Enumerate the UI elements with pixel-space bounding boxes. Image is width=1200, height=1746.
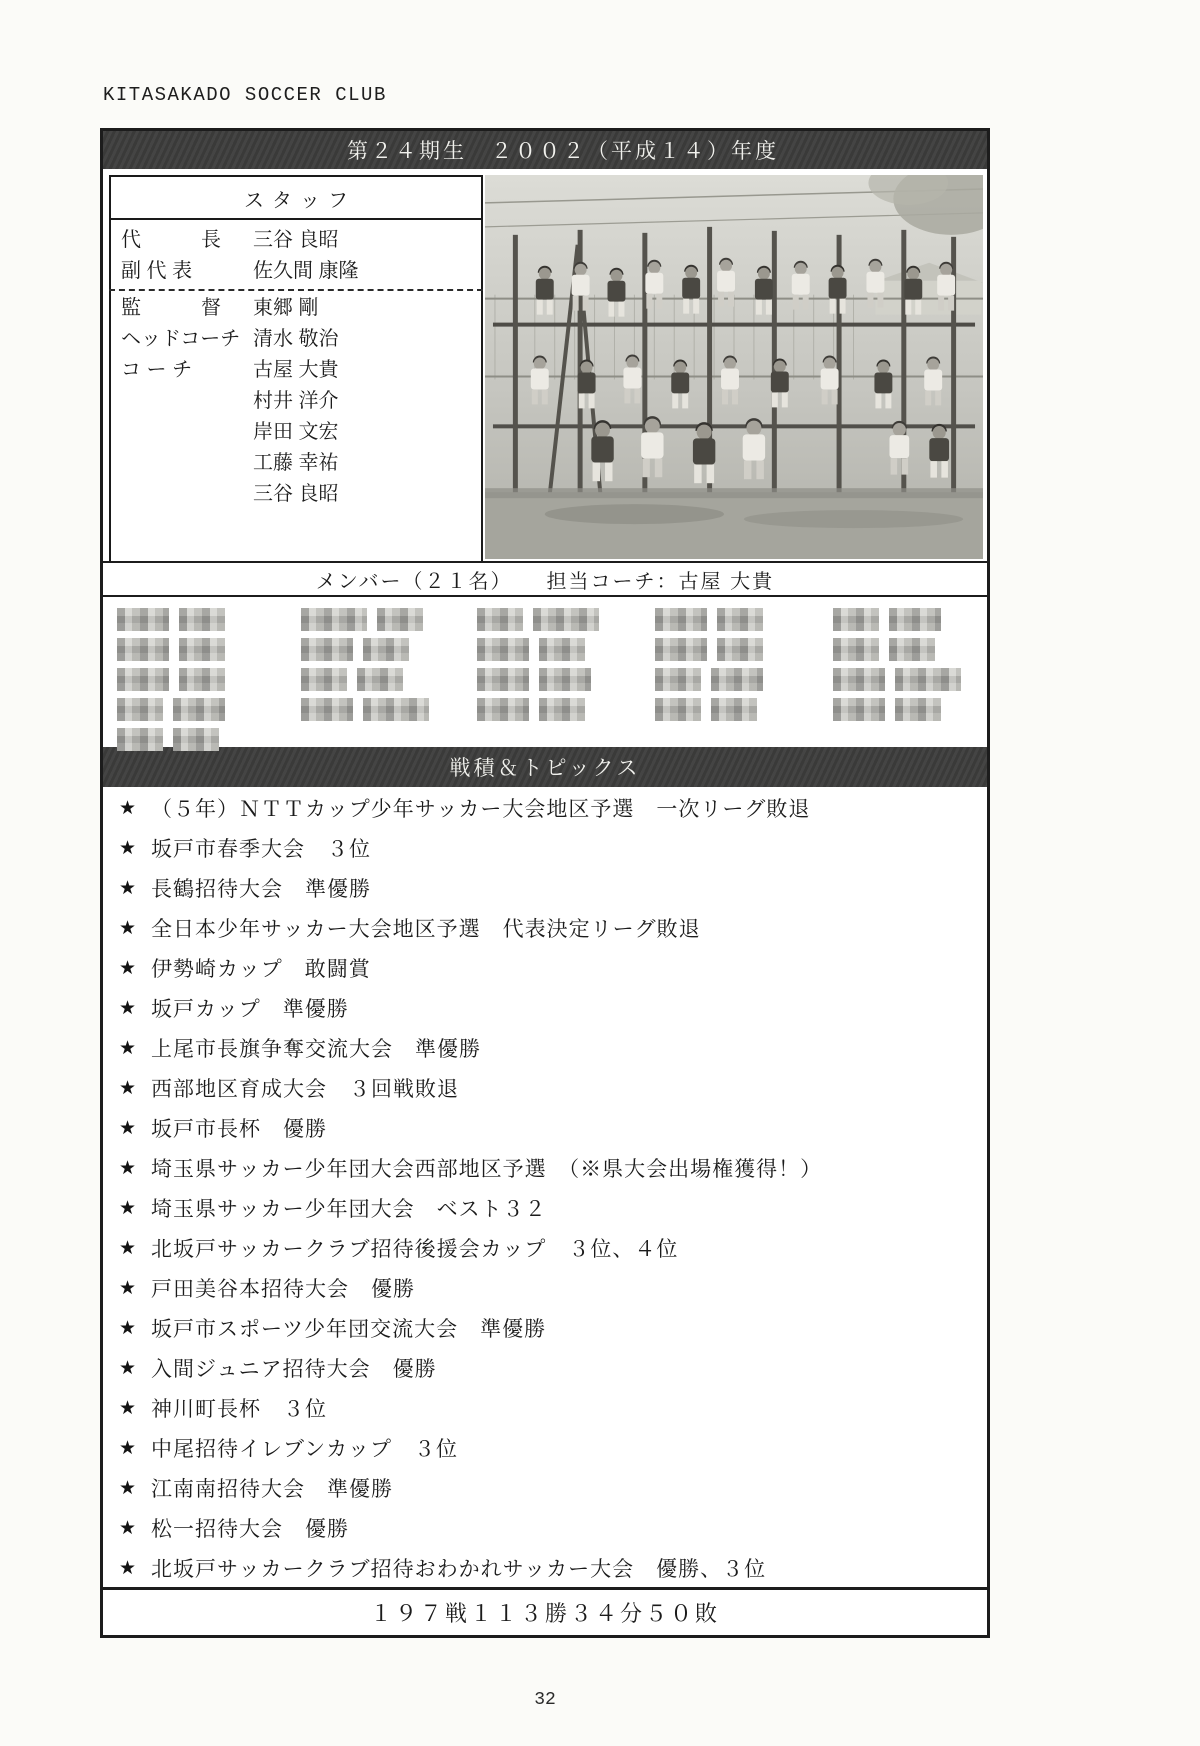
redacted-name [117, 668, 225, 691]
staff-role [121, 448, 253, 479]
staff-row [121, 448, 473, 479]
redacted-name [117, 698, 225, 721]
topic-item [119, 1028, 987, 1068]
staff-name: 三谷 良昭 [253, 483, 339, 505]
topic-text: 全日本少年サッカー大会地区予選 代表決定リーグ敗退 [151, 918, 701, 941]
topic-text: 神川町長杯 ３位 [151, 1398, 327, 1421]
staff-row [121, 417, 473, 448]
staff-rows [111, 220, 481, 510]
redacted-name [477, 698, 599, 721]
redacted-surname-block [477, 638, 529, 661]
redacted-surname-block [833, 608, 879, 631]
redacted-givenname-block [173, 728, 219, 751]
redacted-name [301, 698, 429, 721]
redacted-surname-block [301, 638, 353, 661]
staff-role: 副 代 表 [121, 260, 193, 282]
topic-text: 北坂戸サッカークラブ招待後援会カップ ３位、４位 [151, 1238, 679, 1261]
redacted-name [477, 608, 599, 631]
redacted-surname-block [655, 698, 701, 721]
redacted-givenname-block [711, 698, 757, 721]
redacted-givenname-block [889, 638, 935, 661]
redacted-surname-block [117, 728, 163, 751]
staff-name: 佐久間 康隆 [253, 260, 359, 282]
topic-item [119, 1508, 987, 1548]
staff-name: 清水 敬治 [253, 328, 339, 350]
redacted-surname-block [301, 668, 347, 691]
members-column [655, 608, 763, 721]
redacted-givenname-block [717, 638, 763, 661]
redacted-name [655, 608, 763, 631]
redacted-givenname-block [895, 668, 961, 691]
star-bullet-icon: ★ [119, 797, 137, 819]
topic-item [119, 1228, 987, 1268]
topic-text: 上尾市長旗争奪交流大会 準優勝 [151, 1038, 481, 1061]
topic-text: 長鶴招待大会 準優勝 [151, 878, 371, 901]
topic-item [119, 1068, 987, 1108]
redacted-name [301, 668, 429, 691]
redacted-givenname-block [179, 668, 225, 691]
member-banner: メンバー（２１名） 担当コーチ：古屋 大貴 [103, 561, 987, 597]
staff-box [109, 175, 483, 561]
topic-text: 北坂戸サッカークラブ招待おわかれサッカー大会 優勝、３位 [151, 1558, 767, 1581]
topic-text: 坂戸市スポーツ少年団交流大会 準優勝 [151, 1318, 547, 1341]
redacted-givenname-block [711, 668, 763, 691]
redacted-surname-block [117, 638, 169, 661]
topic-item [119, 1188, 987, 1228]
star-bullet-icon: ★ [119, 1237, 137, 1259]
redacted-name [655, 638, 763, 661]
members-grid [103, 597, 987, 747]
redacted-surname-block [477, 668, 529, 691]
redacted-givenname-block [717, 608, 763, 631]
top-section [103, 169, 987, 561]
star-bullet-icon: ★ [119, 877, 137, 899]
topic-item [119, 948, 987, 988]
redacted-givenname-block [539, 638, 585, 661]
topic-item [119, 1108, 987, 1148]
star-bullet-icon: ★ [119, 1477, 137, 1499]
redacted-name [477, 638, 599, 661]
redacted-givenname-block [377, 608, 423, 631]
redacted-givenname-block [357, 668, 403, 691]
staff-name: 古屋 大貴 [253, 359, 339, 381]
topic-item [119, 908, 987, 948]
star-bullet-icon: ★ [119, 917, 137, 939]
star-bullet-icon: ★ [119, 1277, 137, 1299]
topic-text: 埼玉県サッカー少年団大会西部地区予選 （※県大会出場権獲得！） [151, 1158, 823, 1181]
topic-text: 戸田美谷本招待大会 優勝 [151, 1278, 415, 1301]
redacted-givenname-block [173, 698, 225, 721]
redacted-givenname-block [179, 608, 225, 631]
star-bullet-icon: ★ [119, 1117, 137, 1139]
star-bullet-icon: ★ [119, 1557, 137, 1579]
topic-item [119, 988, 987, 1028]
members-column [833, 608, 961, 721]
topic-text: 伊勢崎カップ 敢闘賞 [151, 958, 371, 981]
staff-role [121, 479, 253, 510]
staff-role: 代 長 [121, 229, 221, 251]
club-name-header: KITASAKADO SOCCER CLUB [103, 84, 387, 106]
topic-text: 坂戸市長杯 優勝 [151, 1118, 327, 1141]
staff-role [121, 417, 253, 448]
redacted-givenname-block [533, 608, 599, 631]
topic-item [119, 1148, 987, 1188]
staff-row [121, 324, 473, 355]
year-title-banner: 第２４期生 ２００２（平成１４）年度 [103, 131, 987, 169]
redacted-name [301, 638, 429, 661]
redacted-name [117, 608, 225, 631]
redacted-name [833, 638, 961, 661]
star-bullet-icon: ★ [119, 997, 137, 1019]
topic-text: 埼玉県サッカー少年団大会 ベスト３２ [151, 1198, 547, 1221]
redacted-surname-block [833, 638, 879, 661]
topic-item [119, 1268, 987, 1308]
staff-name: 東郷 剛 [253, 297, 319, 319]
redacted-surname-block [833, 698, 885, 721]
topic-text: 坂戸市春季大会 ３位 [151, 838, 371, 861]
redacted-givenname-block [539, 668, 591, 691]
staff-row [121, 225, 473, 256]
redacted-surname-block [655, 668, 701, 691]
topics-list [103, 787, 987, 1587]
redacted-surname-block [301, 608, 367, 631]
star-bullet-icon: ★ [119, 1037, 137, 1059]
staff-row [121, 293, 473, 324]
topic-text: 松一招待大会 優勝 [151, 1518, 349, 1541]
staff-role: ヘッドコーチ [121, 328, 241, 350]
redacted-surname-block [477, 608, 523, 631]
staff-role [121, 386, 253, 417]
redacted-givenname-block [889, 608, 941, 631]
page-number: 32 [534, 1690, 556, 1710]
redacted-surname-block [117, 668, 169, 691]
star-bullet-icon: ★ [119, 1197, 137, 1219]
members-column [117, 608, 225, 751]
staff-name: 岸田 文宏 [253, 421, 339, 443]
staff-row [121, 479, 473, 510]
star-bullet-icon: ★ [119, 1317, 137, 1339]
star-bullet-icon: ★ [119, 1077, 137, 1099]
redacted-givenname-block [363, 638, 409, 661]
staff-row [121, 355, 473, 386]
topic-item [119, 1308, 987, 1348]
topic-text: （５年）ＮＴＴカップ少年サッカー大会地区予選 一次リーグ敗退 [151, 798, 811, 821]
redacted-name [477, 668, 599, 691]
redacted-name [655, 698, 763, 721]
topic-item [119, 828, 987, 868]
staff-name: 三谷 良昭 [253, 229, 339, 251]
redacted-name [301, 608, 429, 631]
staff-name: 工藤 幸祐 [253, 452, 339, 474]
star-bullet-icon: ★ [119, 1397, 137, 1419]
redacted-givenname-block [895, 698, 941, 721]
staff-name: 村井 洋介 [253, 390, 339, 412]
topic-item [119, 1428, 987, 1468]
topic-text: 江南南招待大会 準優勝 [151, 1478, 393, 1501]
staff-role: コ ー チ [121, 359, 193, 381]
redacted-name [833, 668, 961, 691]
redacted-name [833, 698, 961, 721]
redacted-surname-block [117, 698, 163, 721]
topic-item [119, 1548, 987, 1588]
staff-row [121, 386, 473, 417]
star-bullet-icon: ★ [119, 1157, 137, 1179]
staff-role: 監 督 [121, 297, 221, 319]
staff-box-title: スタッフ [111, 177, 481, 220]
topic-item [119, 1388, 987, 1428]
star-bullet-icon: ★ [119, 957, 137, 979]
redacted-givenname-block [363, 698, 429, 721]
dashed-divider [109, 289, 483, 291]
topic-text: 中尾招待イレブンカップ ３位 [151, 1438, 458, 1461]
redacted-name [117, 638, 225, 661]
topic-item [119, 1468, 987, 1508]
members-column [301, 608, 429, 721]
redacted-name [655, 668, 763, 691]
star-bullet-icon: ★ [119, 1437, 137, 1459]
redacted-name [117, 728, 225, 751]
season-record-bar: １９７戦１１３勝３４分５０敗 [103, 1587, 987, 1635]
redacted-surname-block [655, 638, 707, 661]
topics-banner: 戦積＆トピックス [103, 747, 987, 787]
redacted-name [833, 608, 961, 631]
redacted-surname-block [117, 608, 169, 631]
redacted-surname-block [655, 608, 707, 631]
star-bullet-icon: ★ [119, 1357, 137, 1379]
topic-item [119, 788, 987, 828]
topic-item [119, 868, 987, 908]
redacted-surname-block [477, 698, 529, 721]
redacted-surname-block [301, 698, 353, 721]
staff-row [121, 256, 473, 287]
redacted-surname-block [833, 668, 885, 691]
content-frame [100, 128, 990, 1638]
redacted-givenname-block [539, 698, 585, 721]
members-column [477, 608, 599, 721]
redacted-givenname-block [179, 638, 225, 661]
topic-text: 坂戸カップ 準優勝 [151, 998, 349, 1021]
topic-text: 入間ジュニア招待大会 優勝 [151, 1358, 437, 1381]
topic-text: 西部地区育成大会 ３回戦敗退 [151, 1078, 459, 1101]
star-bullet-icon: ★ [119, 1517, 137, 1539]
team-photo [485, 175, 983, 559]
star-bullet-icon: ★ [119, 837, 137, 859]
topic-item [119, 1348, 987, 1388]
